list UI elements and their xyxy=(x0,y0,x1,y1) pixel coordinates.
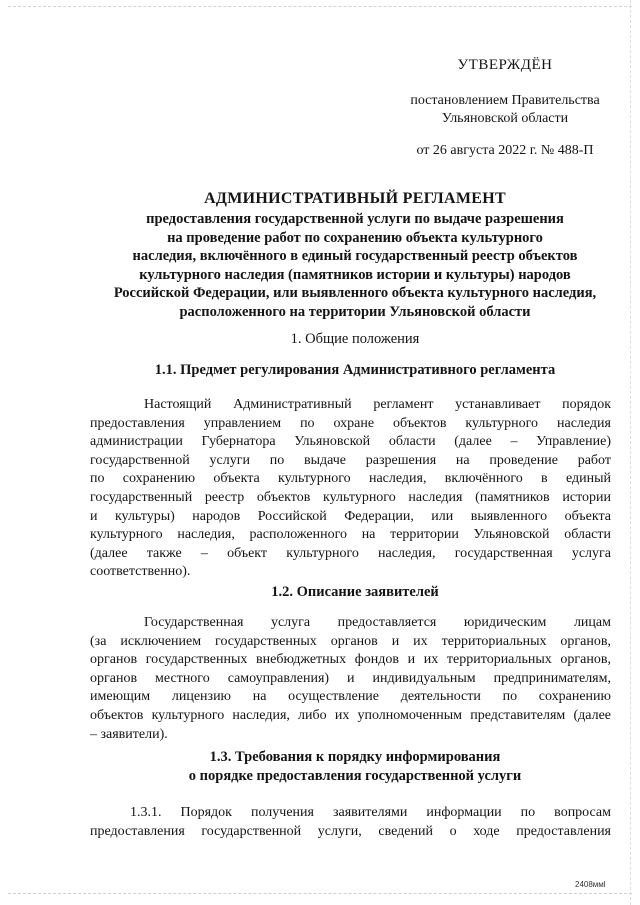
section-1-2-paragraph xyxy=(90,614,611,744)
subtitle-line: культурного наследия (памятников истории и культуры) народов xyxy=(139,266,571,283)
paragraph-line: по сохранению объекта культурного наследия, включённого в единый xyxy=(90,471,611,487)
paragraph-line: и культуры) народов Российской Федерации, или выявленного объекта xyxy=(90,508,611,524)
scan-border-top xyxy=(8,6,632,7)
paragraph-line: объектов культурного наследия, либо их уполномоченным представителям (далее xyxy=(90,707,611,723)
section-1-3-heading xyxy=(90,748,620,786)
scan-border-right xyxy=(630,0,631,905)
approval-authority-line: Ульяновской области xyxy=(441,111,569,126)
paragraph-line: администрации Губернатора Ульяновской области (далее – Управление) xyxy=(90,434,611,450)
paragraph-line: (далее также – объект культурного наследия, государственная услуга xyxy=(90,545,611,561)
heading-line: 1.3. Требования к порядку информирования xyxy=(209,749,501,765)
paragraph-line: (за исключением государственных органов и их территориальных органов, xyxy=(90,633,611,649)
paragraph-line: соответственно). xyxy=(90,564,191,580)
approved-label: УТВЕРЖДЁН xyxy=(457,57,553,73)
paragraph-line: культурного наследия, расположенного на территории Ульяновской области xyxy=(90,527,611,543)
scan-border-bottom xyxy=(8,893,632,894)
paragraph-line: 1.3.1. Порядок получения заявителями информации по вопросам xyxy=(130,805,611,820)
paragraph-line: – заявители). xyxy=(90,726,168,742)
section-1-heading: 1. Общие положения xyxy=(290,331,420,347)
approval-date: от 26 августа 2022 г. № 488-П xyxy=(416,143,594,158)
paragraph-line: предоставления управлением по охране объектов культурного наследия xyxy=(90,415,611,431)
paragraph-line: органов государственных внебюджетных фондов и их территориальных органов, xyxy=(90,652,611,668)
approval-authority xyxy=(400,92,610,128)
section-1-2-heading: 1.2. Описание заявителей xyxy=(271,584,439,600)
subtitle-line: наследия, включённого в единый государственный реестр объектов xyxy=(132,248,578,264)
section-1-1-heading: 1.1. Предмет регулирования Административного регламента xyxy=(154,362,556,378)
document-subtitle xyxy=(90,210,620,321)
paragraph-line: органов местного самоуправления) и индивидуальным предпринимателям, xyxy=(90,670,611,686)
subtitle-line: на проведение работ по сохранению объекта культурного xyxy=(167,229,543,246)
paragraph-line: государственной услуги по выдаче разрешения на проведение работ xyxy=(90,452,611,468)
paragraph-line: Государственная услуга предоставляется юридическим лицам xyxy=(144,615,611,630)
paragraph-line: предоставления государственной услуги, сведений о ходе предоставления xyxy=(90,823,611,839)
page-footer-code: 2408ммl xyxy=(575,880,606,889)
paragraph-line: Настоящий Административный регламент устанавливает порядок xyxy=(144,397,611,412)
paragraph-line: государственный реестр объектов культурного наследия (памятников истории xyxy=(90,489,611,505)
paragraph-line: имеющим лицензию на осуществление деятельности по сохранению xyxy=(90,689,611,705)
section-1-1-paragraph xyxy=(90,396,611,582)
section-1-3-1-paragraph xyxy=(90,804,611,841)
document-title: АДМИНИСТРАТИВНЫЙ РЕГЛАМЕНТ xyxy=(204,190,506,207)
subtitle-line: Российской Федерации, или выявленного объекта культурного наследия, xyxy=(113,285,597,301)
approval-authority-line: постановлением Правительства xyxy=(410,93,600,108)
document-title-block xyxy=(90,188,620,321)
heading-line: о порядке предоставления государственной услуги xyxy=(188,768,522,784)
subtitle-line: предоставления государственной услуги по выдаче разрешения xyxy=(146,211,564,227)
subtitle-line: расположенного на территории Ульяновской области xyxy=(179,303,531,320)
